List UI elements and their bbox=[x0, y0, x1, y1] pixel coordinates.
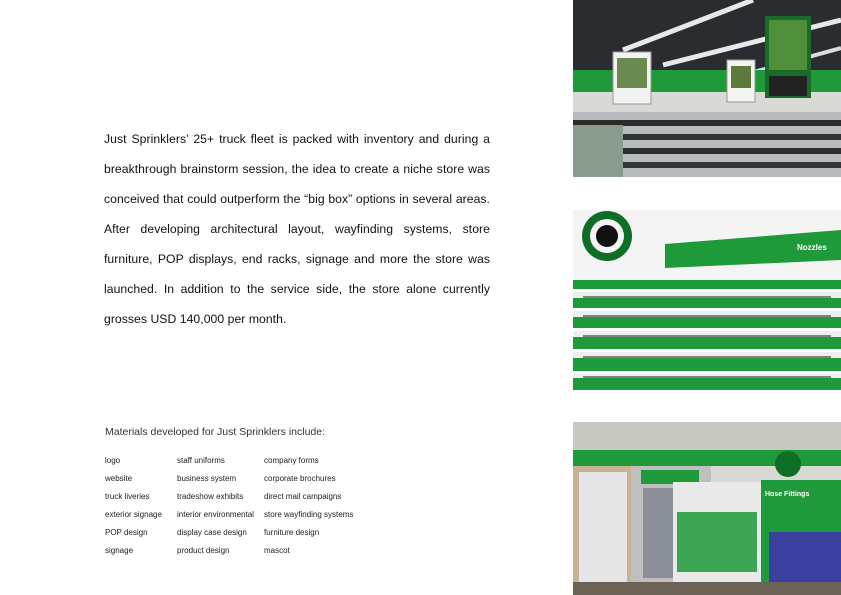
material-item: display case design bbox=[177, 528, 247, 537]
material-item: exterior signage bbox=[105, 510, 162, 519]
material-item: store wayfinding systems bbox=[264, 510, 354, 519]
material-item: interior environmental bbox=[177, 510, 254, 519]
material-item: corporate brochures bbox=[264, 474, 336, 483]
nozzles-display-photo bbox=[573, 210, 841, 390]
material-item: logo bbox=[105, 456, 121, 465]
material-item: truck liveries bbox=[105, 492, 150, 501]
materials-column-3 bbox=[264, 455, 353, 563]
materials-column-2 bbox=[177, 455, 254, 563]
intro-paragraph: Just Sprinklers’ 25+ truck fleet is packed with inventory and during a breakthrough brainstorm session, the idea to create a niche store was conceived that could outperform the “big box” options in several areas. After developing architectural layout, wayfinding systems, store furniture, POP displays, end racks, signage and more the store was launched. In addition to the service side, the store alone currently grosses USD 140,000 per month. bbox=[104, 132, 490, 326]
material-item: signage bbox=[105, 546, 134, 555]
materials-column-1 bbox=[105, 455, 162, 563]
store-interior-photo bbox=[573, 0, 841, 177]
material-item: mascot bbox=[264, 546, 290, 555]
material-item: furniture design bbox=[264, 528, 320, 537]
nozzles-sign: Nozzles bbox=[797, 243, 827, 252]
material-item: staff uniforms bbox=[177, 456, 225, 465]
material-item: direct mail campaigns bbox=[264, 492, 342, 501]
material-item: website bbox=[105, 474, 133, 483]
material-item: business system bbox=[177, 474, 237, 483]
hose-fittings-photo bbox=[573, 422, 841, 595]
material-item: company forms bbox=[264, 456, 319, 465]
material-item: POP design bbox=[105, 528, 148, 537]
hose-fittings-sign: Hose Fittings bbox=[765, 491, 810, 498]
material-item: tradeshow exhibits bbox=[177, 492, 244, 501]
material-item: product design bbox=[177, 546, 230, 555]
materials-heading: Materials developed for Just Sprinklers include: bbox=[105, 426, 326, 438]
